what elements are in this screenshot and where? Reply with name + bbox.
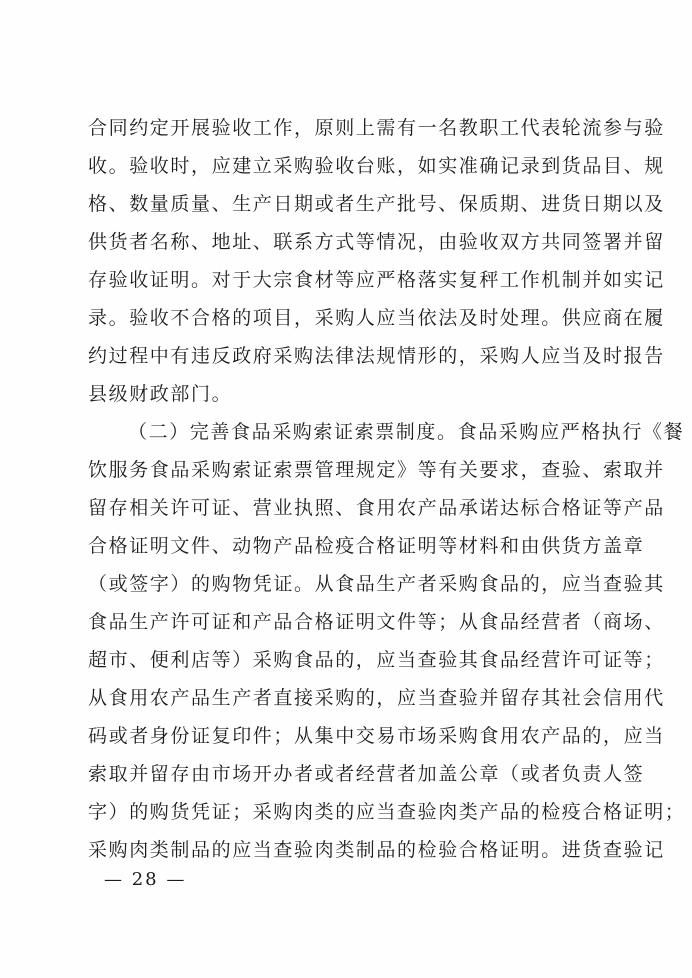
paragraph-2-line-6: 食品生产许可证和产品合格证明文件等；从食品经营者（商场、 — [88, 611, 665, 633]
paragraph-1-line-7: 约过程中有违反政府采购法律法规情形的，采购人应当及时报告 — [88, 345, 665, 367]
paragraph-1-line-8: 县级财政部门。 — [88, 383, 233, 405]
paragraph-1-line-5: 存验收证明。对于大宗食材等应严格落实复秤工作机制并如实记 — [88, 269, 665, 291]
paragraph-2-line-5: （或签字）的购物凭证。从食品生产者采购食品的，应当查验其 — [88, 573, 665, 595]
paragraph-2-line-1: （二）完善食品采购索证索票制度。食品采购应严格执行《餐 — [128, 421, 685, 443]
paragraph-2-line-7: 超市、便利店等）采购食品的，应当查验其食品经营许可证等； — [88, 649, 665, 671]
paragraph-2-line-9: 码或者身份证复印件；从集中交易市场采购食用农产品的，应当 — [88, 725, 665, 747]
paragraph-2-line-3: 留存相关许可证、营业执照、食用农产品承诺达标合格证等产品 — [88, 497, 665, 519]
paragraph-1-line-4: 供货者名称、地址、联系方式等情况，由验收双方共同签署并留 — [88, 231, 665, 253]
paragraph-1-line-2: 收。验收时，应建立采购验收台账，如实准确记录到货品目、规 — [88, 155, 665, 177]
paragraph-2-line-8: 从食用农产品生产者直接采购的，应当查验并留存其社会信用代 — [88, 687, 665, 709]
paragraph-1-line-1: 合同约定开展验收工作，原则上需有一名教职工代表轮流参与验 — [88, 117, 665, 139]
paragraph-1-line-6: 录。验收不合格的项目，采购人应当依法及时处理。供应商在履 — [88, 307, 665, 329]
paragraph-1-line-3: 格、数量质量、生产日期或者生产批号、保质期、进货日期以及 — [88, 193, 665, 215]
paragraph-2-line-12: 采购肉类制品的应当查验肉类制品的检验合格证明。进货查验记 — [88, 839, 665, 861]
paragraph-2-line-2: 饮服务食品采购索证索票管理规定》等有关要求，查验、索取并 — [88, 459, 665, 481]
paragraph-2-line-10: 索取并留存由市场开办者或者经营者加盖公章（或者负责人签 — [88, 763, 645, 785]
paragraph-2-line-11: 字）的购货凭证；采购肉类的应当查验肉类产品的检疫合格证明； — [88, 801, 686, 823]
page-number: — 28 — — [104, 869, 187, 890]
paragraph-2-line-4: 合格证明文件、动物产品检疫合格证明等材料和由供货方盖章 — [88, 535, 645, 557]
